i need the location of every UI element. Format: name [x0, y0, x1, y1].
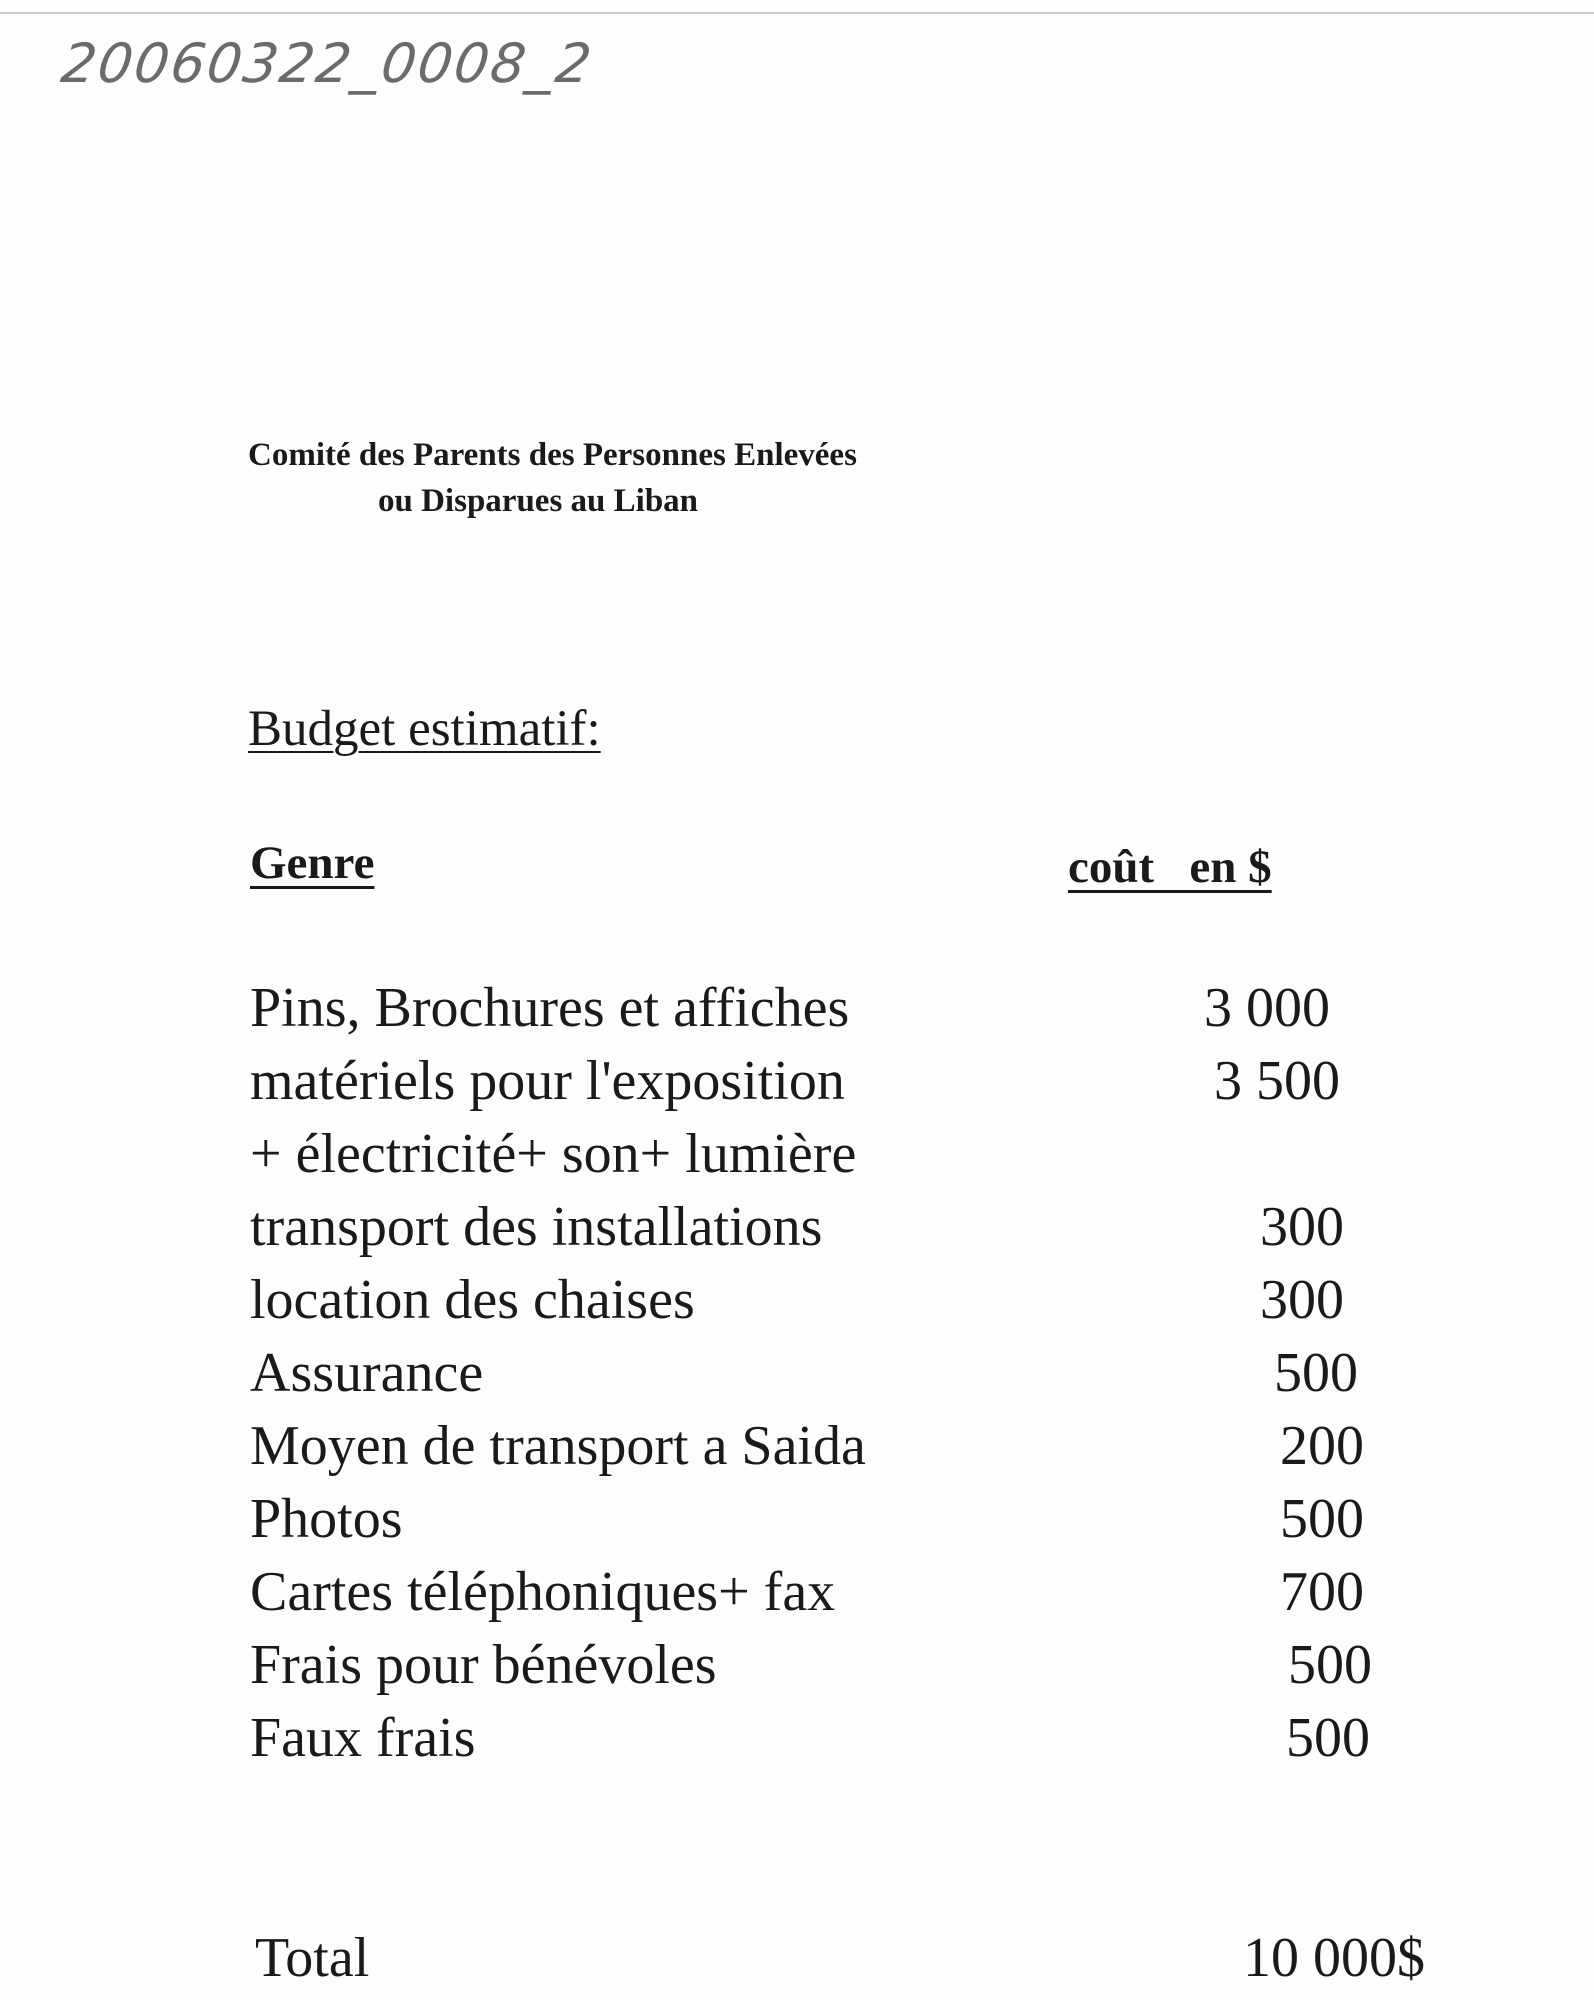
- budget-row: [250, 1483, 1380, 1556]
- budget-row: [250, 1337, 1380, 1410]
- total-value: 10 000$: [1243, 1927, 1425, 1989]
- budget-row: [250, 1556, 1380, 1629]
- column-header-genre: Genre: [250, 837, 375, 889]
- budget-row: [250, 1191, 1380, 1264]
- page-top-edge: [0, 12, 1594, 14]
- budget-item-label: transport des installations: [250, 1196, 823, 1258]
- budget-total-row: [255, 1925, 1425, 1991]
- organization-header: [248, 432, 857, 524]
- budget-table: [250, 972, 1380, 1775]
- budget-item-cost: 500: [1274, 1342, 1358, 1404]
- budget-item-label: Moyen de transport a Saida: [250, 1415, 866, 1477]
- organization-name-line-1: Comité des Parents des Personnes Enlevées: [248, 437, 857, 473]
- total-label: Total: [255, 1927, 370, 1989]
- budget-item-label: Photos: [250, 1488, 403, 1550]
- budget-title: Budget estimatif:: [248, 701, 601, 757]
- budget-item-cost: 700: [1280, 1561, 1364, 1623]
- budget-item-cost: 300: [1260, 1196, 1344, 1258]
- budget-item-cost: 300: [1260, 1269, 1344, 1331]
- column-header-cost: coût en $: [1068, 841, 1272, 893]
- budget-item-label: Assurance: [250, 1342, 484, 1404]
- handwritten-archive-code: 20060322_0008_2: [57, 32, 598, 95]
- budget-row: [250, 972, 1380, 1045]
- budget-item-label: matériels pour l'exposition: [250, 1050, 845, 1112]
- budget-row: [250, 1702, 1380, 1775]
- budget-item-cost: 500: [1280, 1488, 1364, 1550]
- budget-item-cost: 200: [1280, 1415, 1364, 1477]
- budget-row: [250, 1264, 1380, 1337]
- budget-item-cost: 3 500: [1214, 1050, 1340, 1112]
- budget-row: [250, 1118, 1380, 1191]
- budget-item-label: Cartes téléphoniques+ fax: [250, 1561, 836, 1623]
- budget-row: [250, 1045, 1380, 1118]
- budget-item-cost: 3 000: [1204, 977, 1330, 1039]
- budget-item-label: Faux frais: [250, 1707, 476, 1769]
- budget-item-label: Pins, Brochures et affiches: [250, 977, 850, 1039]
- budget-item-cost: 500: [1286, 1707, 1370, 1769]
- budget-item-cost: 500: [1288, 1634, 1372, 1696]
- budget-item-label: + électricité+ son+ lumière: [250, 1123, 857, 1185]
- budget-item-label: location des chaises: [250, 1269, 695, 1331]
- budget-row: [250, 1629, 1380, 1702]
- organization-name-line-2: ou Disparues au Liban: [378, 483, 699, 519]
- budget-row: [250, 1410, 1380, 1483]
- budget-item-label: Frais pour bénévoles: [250, 1634, 717, 1696]
